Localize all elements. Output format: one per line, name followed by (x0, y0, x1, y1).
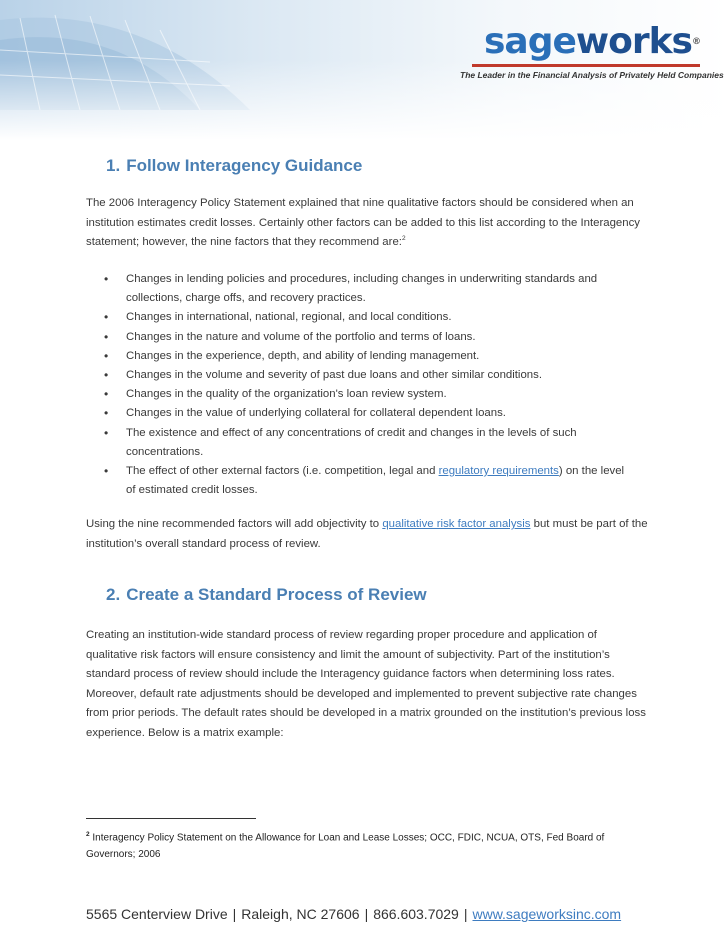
qualitative-factors-list (86, 270, 626, 500)
section-1-closing: Using the nine recommended factors will add objectivity to qualitative risk factor analysis but must be part of the institution’s overall standard process of review. (86, 518, 648, 550)
list-item: • The existence and effect of any concentrations of credit and changes in the levels of such concentrations. (86, 424, 626, 462)
list-item: • Changes in the nature and volume of the portfolio and terms of loans. (86, 328, 626, 347)
brand-red-rule (472, 64, 700, 67)
page-footer: 5565 Centerview Drive | Raleigh, NC 27606 | 866.603.7029 | www.sageworksinc.com (86, 906, 622, 922)
brand-wordmark: sageworks® (483, 21, 700, 62)
list-item: • Changes in the volume and severity of past due loans and other similar conditions. (86, 366, 626, 385)
section-1-heading: 1. Follow Interagency Guidance (106, 156, 363, 175)
list-item: • Changes in lending policies and procedures, including changes in underwriting standards and collections, charge offs, and recovery practices. (86, 270, 626, 308)
footnote: $^2$ Interagency Policy Statement on the Allowance for Loan and Lease Losses; OCC, FDIC, NCUA, OTS, Fed Board of Governors; 2006 (86, 831, 605, 861)
section-1-intro: The 2006 Interagency Policy Statement explained that nine qualitative factors should be considered when an institution estimates credit losses. Certainly other factors can be added to this list according to the Interagency statement; however, the nine factors that they recommend are:$^2$ (86, 197, 640, 249)
list-item: • Changes in the quality of the organization's loan review system. (86, 385, 626, 404)
list-item: • Changes in international, national, regional, and local conditions. (86, 308, 626, 327)
regulatory-requirements-link[interactable]: regulatory requirements (438, 465, 559, 478)
sageworks-logo (460, 21, 724, 80)
section-2-body: Creating an institution-wide standard process of review regarding proper procedure and application of qualitative risk factors will ensure consistency and limit the amount of subjectivity. Part of the institution’s standard process of review should include the Interagency guidance factors when determining loss rates. Moreover, default rate adjustments should be developed and implemented to prevent subjective rate changes from prior periods. The default rates should be developed in a matrix grounded on the institution’s previous loss experience. Below is a matrix example: (86, 629, 646, 739)
brand-tagline: The Leader in the Financial Analysis of Privately Held Companies (460, 70, 724, 80)
footer-city: Raleigh, NC 27606 (241, 906, 360, 922)
footnote-divider (86, 818, 256, 819)
footer-website-link[interactable]: www.sageworksinc.com (472, 906, 622, 922)
list-item: • The effect of other external factors (i.e. competition, legal and regulatory requirements) on the level of estimated credit losses. (86, 462, 626, 500)
footer-phone: 866.603.7029 (373, 906, 459, 922)
footnote-marker: 2 (401, 235, 406, 243)
footer-address: 5565 Centerview Drive (86, 906, 228, 922)
qualitative-risk-factor-analysis-link[interactable]: qualitative risk factor analysis (382, 518, 531, 530)
list-item: • Changes in the value of underlying collateral for collateral dependent loans. (86, 404, 626, 423)
footnote-number: 2 (86, 831, 90, 838)
list-item: • Changes in the experience, depth, and ability of lending management. (86, 347, 626, 366)
section-2-heading: 2. Create a Standard Process of Review (106, 585, 427, 604)
